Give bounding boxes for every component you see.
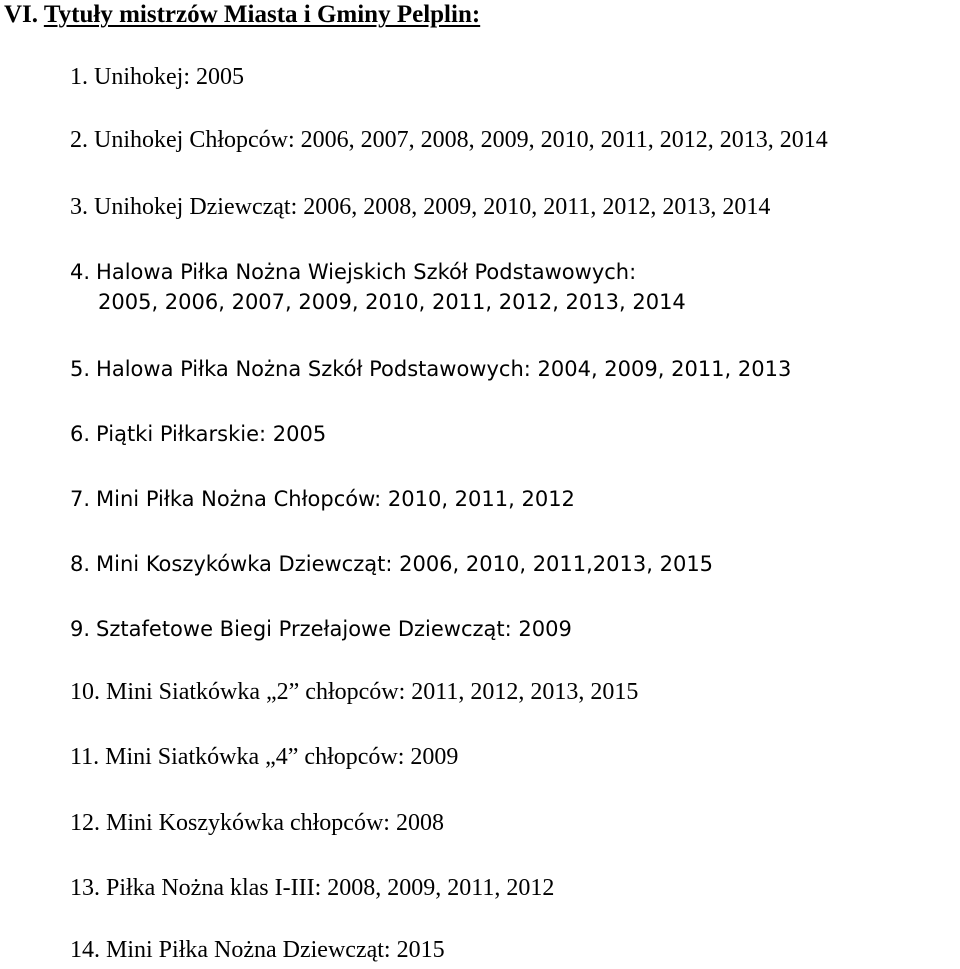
list-item-number: 6. (70, 422, 91, 446)
list-item-text: Mini Siatkówka „4” chłopców: 2009 (105, 744, 459, 770)
list-item-text: Unihokej: 2005 (94, 64, 244, 90)
list-item-number: 10. (70, 679, 100, 705)
list-item-14 (70, 935, 445, 965)
section-heading (4, 0, 480, 30)
list-item-number: 14. (70, 937, 100, 963)
list-item-1 (70, 62, 244, 92)
list-item-number: 5. (70, 357, 91, 381)
list-item-text: Mini Piłka Nożna Dziewcząt: 2015 (106, 937, 445, 963)
list-item-text-continued: 2005, 2006, 2007, 2009, 2010, 2011, 2012, 2013, 2014 (98, 290, 686, 314)
list-item-text: Piątki Piłkarskie: 2005 (96, 422, 327, 446)
list-item-7 (70, 484, 575, 514)
list-item-number: 11. (70, 744, 100, 770)
list-item-6 (70, 419, 326, 449)
list-item-8 (70, 549, 713, 579)
list-item-text: Halowa Piłka Nożna Szkół Podstawowych: 2004, 2009, 2011, 2013 (96, 357, 792, 381)
list-item-text: Unihokej Chłopców: 2006, 2007, 2008, 2009, 2010, 2011, 2012, 2013, 2014 (94, 127, 828, 153)
list-item-text: Piłka Nożna klas I-III: 2008, 2009, 2011, 2012 (106, 875, 555, 901)
list-item-text: Mini Koszykówka Dziewcząt: 2006, 2010, 2011,2013, 2015 (96, 552, 714, 576)
list-item-13 (70, 873, 554, 903)
list-item-text: Mini Koszykówka chłopców: 2008 (106, 810, 444, 836)
list-item-number: 13. (70, 875, 100, 901)
list-item-3 (70, 192, 770, 222)
section-title: Tytuły mistrzów Miasta i Gminy Pelplin: (43, 1, 481, 28)
list-item-5 (70, 354, 791, 384)
list-item-text: Sztafetowe Biegi Przełajowe Dziewcząt: 2009 (96, 617, 572, 641)
list-item-number: 12. (70, 810, 100, 836)
list-item-number: 1. (70, 64, 88, 90)
list-item-number: 4. (70, 260, 91, 284)
list-item-text: Halowa Piłka Nożna Wiejskich Szkół Podstawowych: (96, 260, 637, 284)
list-item-text: Mini Piłka Nożna Chłopców: 2010, 2011, 2012 (96, 487, 575, 511)
list-item-number: 2. (70, 127, 88, 153)
section-number: VI. (4, 1, 39, 28)
list-item-12 (70, 808, 444, 838)
list-item-10 (70, 677, 638, 707)
list-item-number: 9. (70, 617, 91, 641)
list-item-11 (70, 742, 458, 772)
list-item-number: 3. (70, 194, 88, 220)
list-item-9 (70, 614, 572, 644)
list-item-number: 7. (70, 487, 91, 511)
list-item-text: Unihokej Dziewcząt: 2006, 2008, 2009, 2010, 2011, 2012, 2013, 2014 (94, 194, 771, 220)
list-item-number: 8. (70, 552, 91, 576)
list-item-4 (70, 257, 686, 317)
list-item-2 (70, 125, 828, 155)
list-item-text: Mini Siatkówka „2” chłopców: 2011, 2012, 2013, 2015 (106, 679, 639, 705)
